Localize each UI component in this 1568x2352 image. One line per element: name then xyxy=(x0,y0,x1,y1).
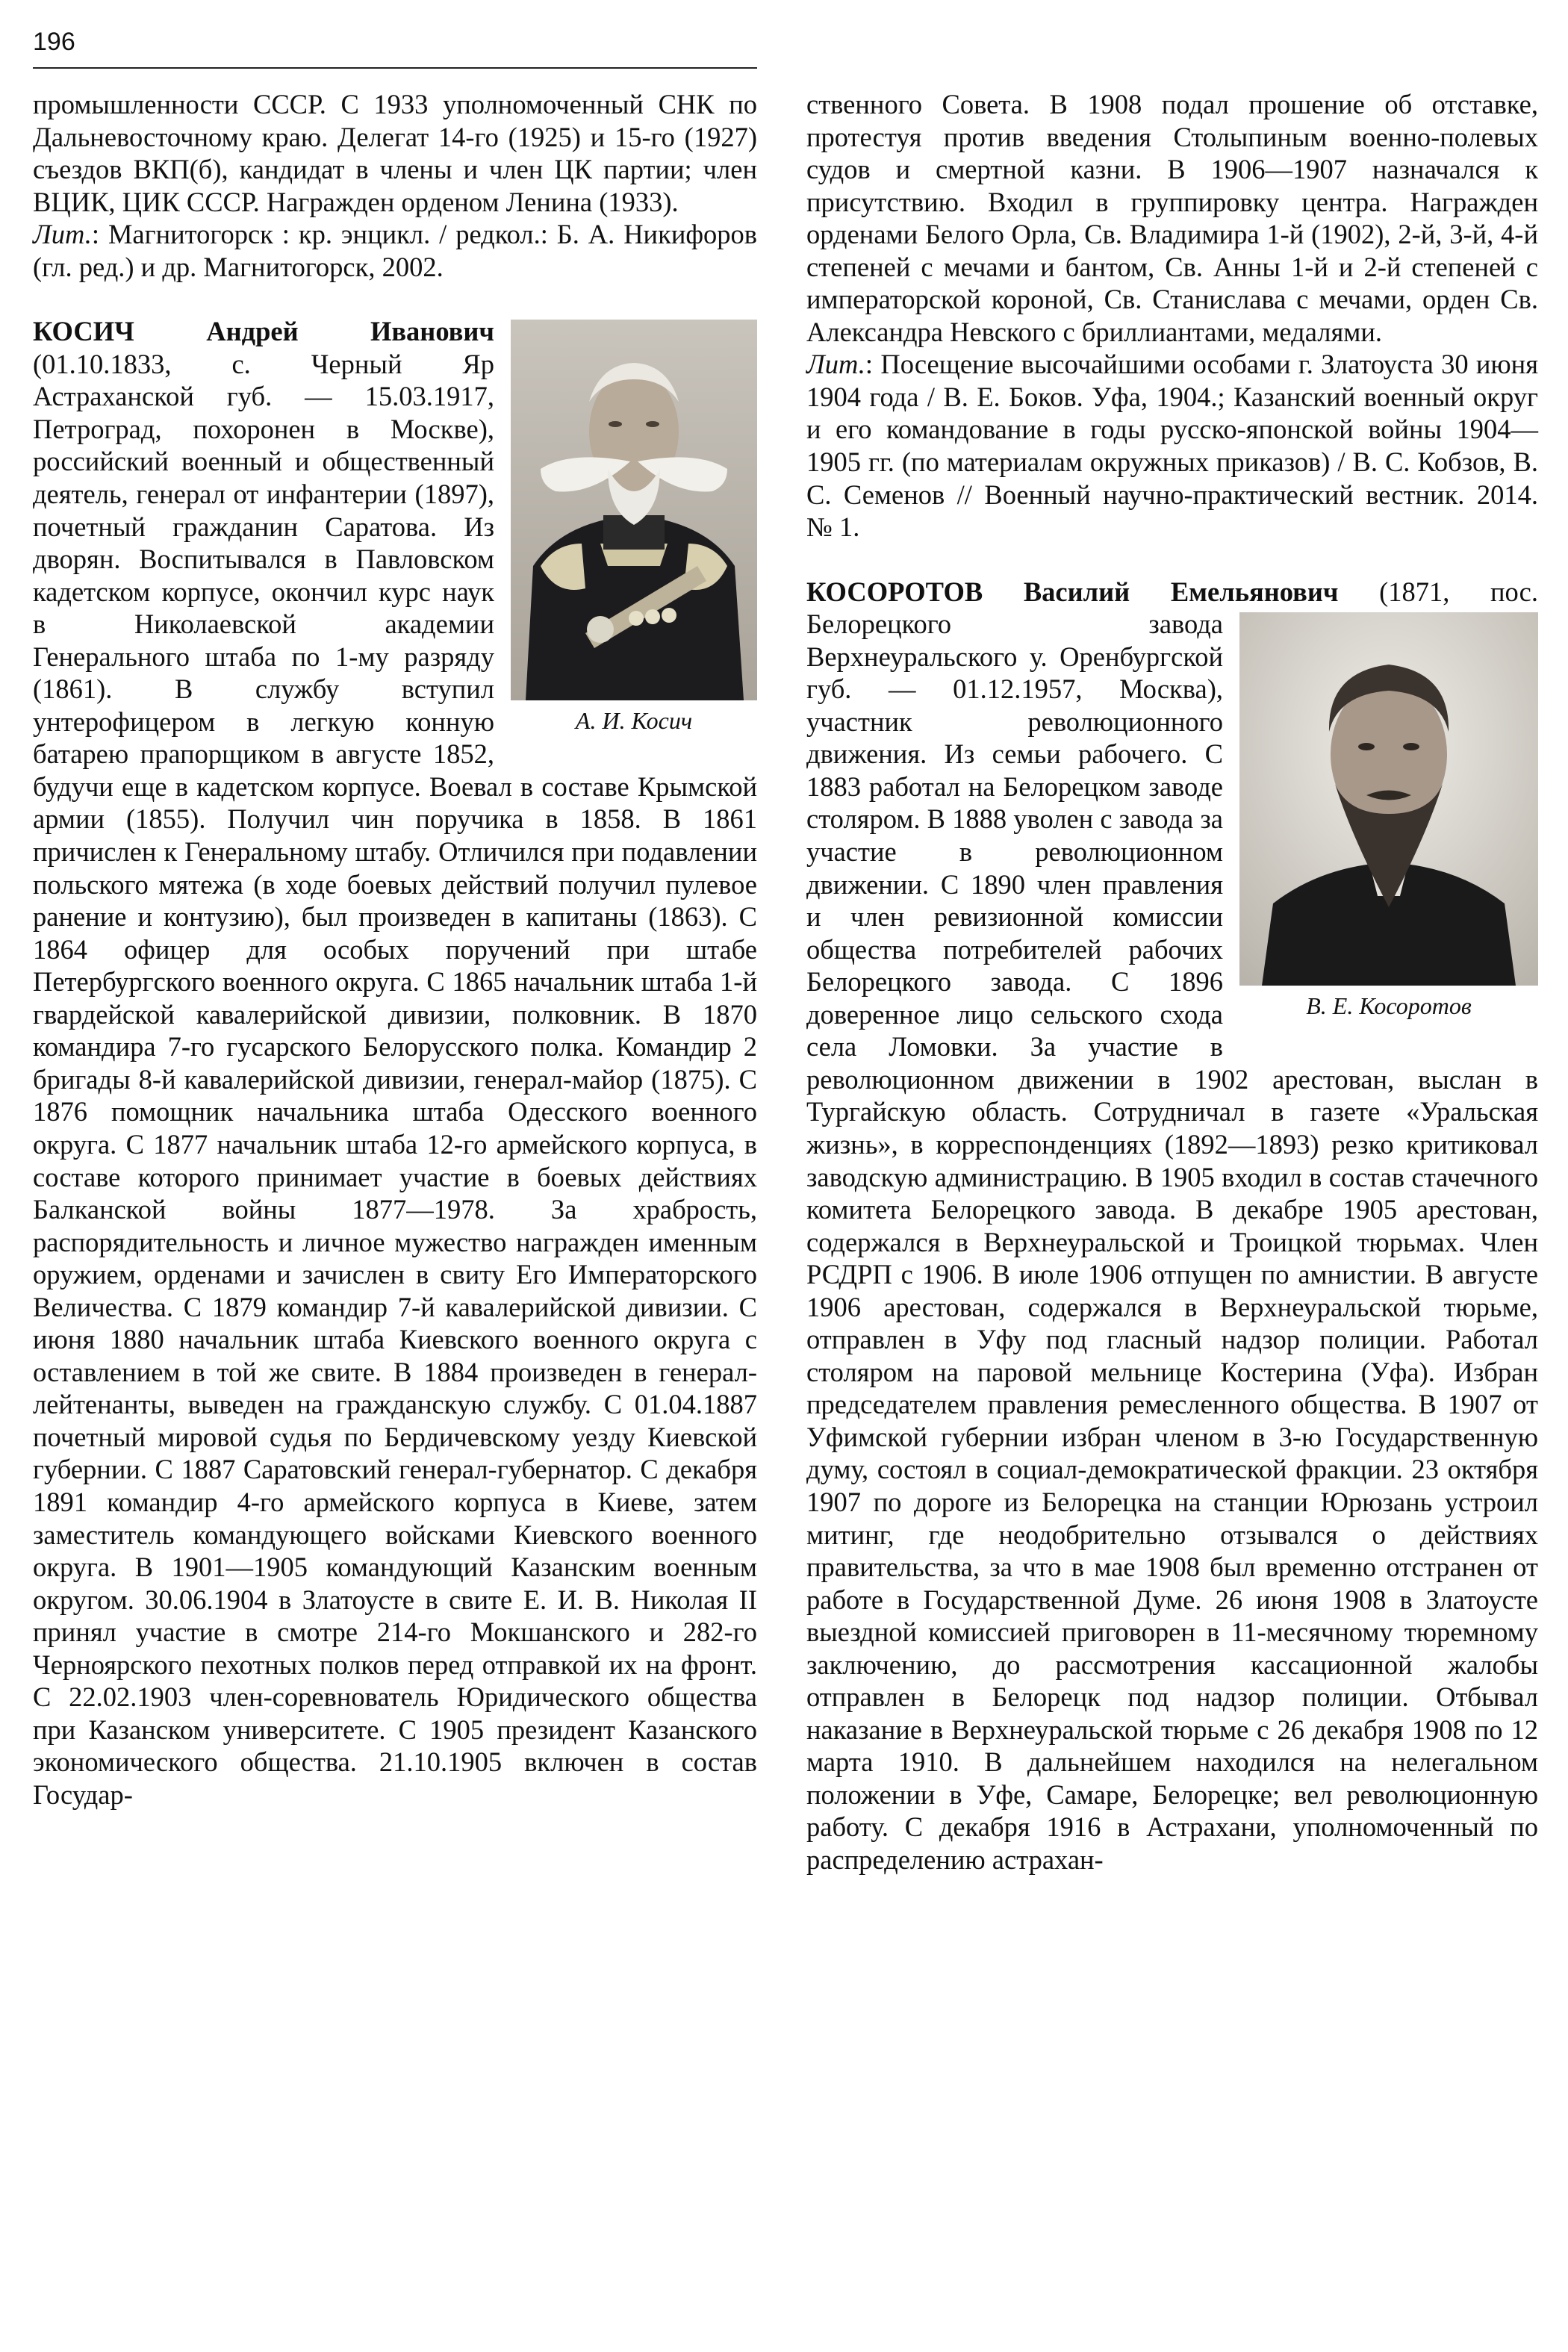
lit-label: Лит. xyxy=(806,349,865,380)
photo-kosorotov xyxy=(1239,612,1538,986)
lit-text: : Посещение высочайшими особами г. Златоуста 30 июня 1904 года / В. Е. Боков. Уфа, 1904.; Казанский военный округ и его командование в годы русско-японской войны 1904—1905 гг. (по материалам окружных приказов) / В. С. Кобзов, В. С. Семенов // Военный научно-практический вестник. 2014. № 1. xyxy=(806,349,1538,543)
entry-name: КОСОРОТОВ Василий Емельянович xyxy=(806,576,1339,607)
right-column xyxy=(806,88,1538,1876)
lit-label: Лит. xyxy=(33,219,92,250)
photo-kosich xyxy=(511,320,757,700)
page-number: 196 xyxy=(33,28,75,56)
intro-paragraph xyxy=(33,88,757,283)
intro-text: промышленности СССР. С 1933 уполномоченный СНК по Дальневосточному краю. Делегат 14-го (1925) и 15-го (1927) съездов ВКП(б), кандидат в члены и член ЦК партии; член ВЦИК, ЦИК СССР. Награжден орденом Ленина (1933). xyxy=(33,89,757,217)
caption-kosorotov: В. Е. Косоротов xyxy=(1306,992,1472,1020)
portrait-kosich xyxy=(511,320,757,745)
entry-text: (01.10.1833, с. Черный Яр Астраханской губ. — 15.03.1917, Петроград, похоронен в Москве), российский военный и общественный деятель, генерал от инфантерии (1897), почетный гражданин Саратова. Из дворян. Воспитывался в Павловском кадетском корпусе, окончил курс наук в Николаевской академии Генерального штаба по 1-му разряду (1861). В службу вступил унтерофицером в легкую конную батарею прапорщиком в августе 1852, будучи еще в кадетском корпусе. Воевал в составе Крымской армии (1855). Получил чин поручика в 1858. В 1861 причислен к Генеральному штабу. Отличился при подавлении польского мятежа (в ходе боевых действий получил пулевое ранение и контузию), был произведен в капитаны (1863). С 1864 офицер для особых поручений при штабе Петербургского военного округа. С 1865 начальник штаба 1-й гвардейской кавалерийской дивизии, полковник. В 1870 командира 7-го гусарского Белорусского полка. Командир 2 бригады 8-й кавалерийской дивизии, генерал-майор (1875). С 1876 помощник начальника штаба Одесского военного округа. С 1877 начальник штаба 12-го армейского корпуса, в составе которого принимает участие в боевых действиях Балканской войны 1877—1978. За храбрость, распорядительность и личное мужество награжден именным оружием, орденами и зачислен в свиту Его Императорского Величества. С 1879 командир 7-й кавалерийской дивизии. С июня 1880 начальник штаба Киевского военного округа с оставлением в той же свите. В 1884 произведен в генерал-лейтенанты, выведен на гражданскую службу. С 01.04.1887 почетный мировой судья по Бердичевскому уезду Киевской губернии. С 1887 Саратовский генерал-губернатор. С декабря 1891 командир 4-го армейского корпуса в Киеве, затем заместитель командующего войсками Киевского военного округа. В 1901—1905 командующий Казанским военным округом. 30.06.1904 в Златоусте в свите Е. И. В. Николая II принял участие в смотре 214-го Мокшанского и 282-го Черноярского пехотных полков перед отправкой их на фронт. С 22.02.1903 член-соревнователь Юридического общества при Казанском университете. С 1905 президент Казанского экономического общества. 21.10.1905 включен в состав Государ- xyxy=(33,348,757,1810)
lit-text: : Магнитогорск : кр. энцикл. / редкол.: Б. А. Никифоров (гл. ред.) и др. Магнитогорск, 2002. xyxy=(33,219,757,282)
continuation-text: ственного Совета. В 1908 подал прошение об отставке, протестуя против введения Столыпиным военно-полевых судов и смертной казни. В 1906—1907 назначался к присутствию. Входил в группировку центра. Награжден орденами Белого Орла, Св. Владимира 1-й (1902), 2-й, 3-й, 4-й степеней с мечами и бантом, Св. Анны 1-й и 2-й степеней с императорской короной, Св. Станислава с мечами, орден Св. Александра Невского с бриллиантами, медалями. xyxy=(806,89,1538,347)
header-rule xyxy=(33,67,757,69)
left-column xyxy=(33,88,757,1811)
caption-kosich: А. И. Косич xyxy=(575,707,693,735)
entry-kosich xyxy=(33,315,757,1811)
entry-name: КОСИЧ Андрей Иванович xyxy=(33,316,494,347)
entry-kosorotov xyxy=(806,576,1538,1876)
continuation-paragraph xyxy=(806,88,1538,544)
entry-text: (1871, пос. Белорецкого завода Верхнеуральского у. Оренбургской губ. — 01.12.1957, Москва), участник революционного движения. Из семьи рабочего. С 1883 работал на Белорецком заводе столяром. В 1888 уволен с завода за участие в революционном движении. С 1890 член правления и член ревизионной комиссии общества потребителей рабочих Белорецкого завода. С 1896 доверенное лицо сельского схода села Ломовки. За участие в революционном движении в 1902 арестован, выслан в Тургайскую область. Сотрудничал в газете «Уральская жизнь», в корреспонденциях (1892—1893) резко критиковал заводскую администрацию. В 1905 входил в состав стачечного комитета Белорецкого завода. В декабре 1905 арестован, содержался в Верхнеуральской и Троицкой тюрьмах. Член РСДРП с 1906. В июле 1906 отпущен по амнистии. В августе 1906 арестован, содержался в Верхнеуральской тюрьме, отправлен в Уфу под гласный надзор полиции. Работал столяром на паровой мельнице Костерина (Уфа). Избран председателем правления ремесленного общества. В 1907 от Уфимской губернии избран членом в 3-ю Государственную думу, состоял в социал-демократической фракции. 23 октября 1907 по дороге из Белорецка на станции Юрюзань устроил митинг, где неодобрительно отзывался о действиях правительства, за что в мае 1908 был временно отстранен от работе в Государственной Думе. 26 июня 1908 в Златоусте выездной комиссией приговорен в 11-месячному тюремному заключению, до рассмотрения кассационной жалобы отправлен в Белорецк под надзор полиции. Отбывал наказание в Верхнеуральской тюрьме с 26 декабря 1908 по 12 марта 1910. В дальнейшем находился на нелегальном положении в Уфе, Самаре, Белорецке; вел революционную работу. С декабря 1916 в Астрахани, уполномоченный по распределению астрахан- xyxy=(806,576,1538,1875)
portrait-kosorotov xyxy=(1239,612,1538,1030)
